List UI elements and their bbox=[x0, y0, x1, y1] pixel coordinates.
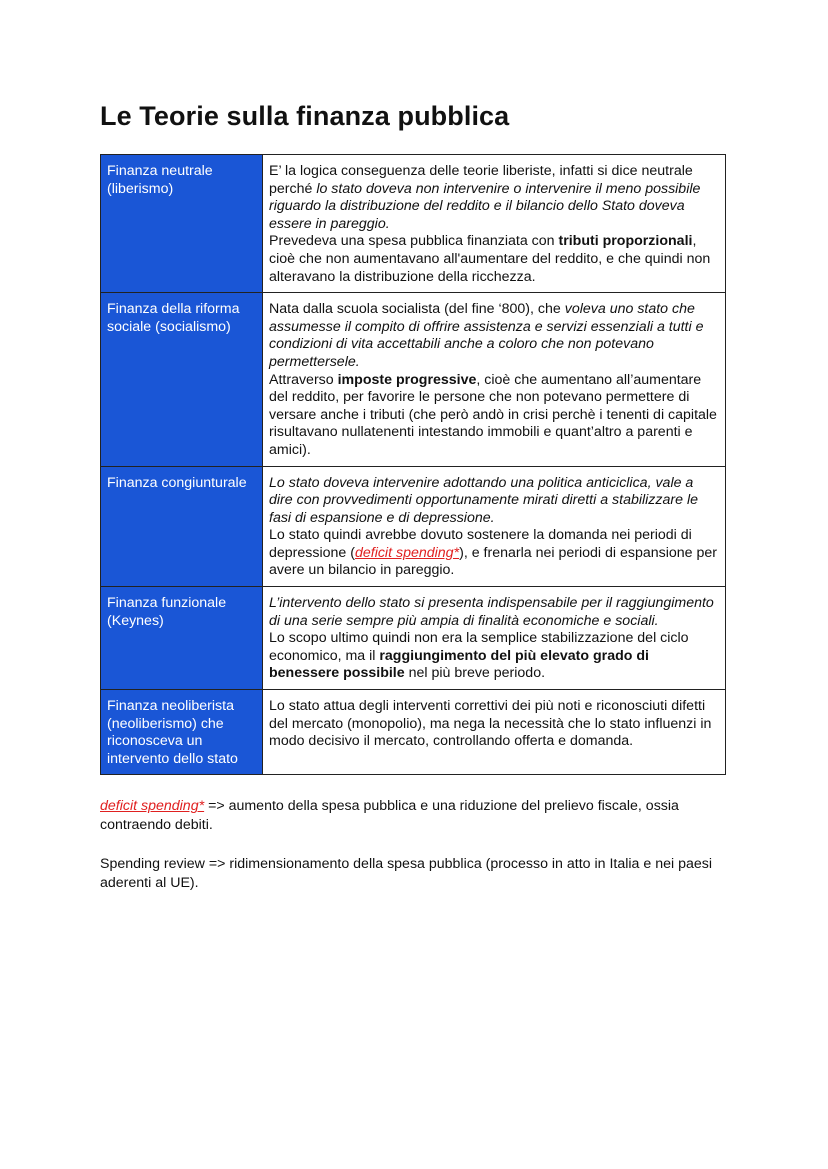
footnote-paragraph bbox=[100, 855, 726, 893]
footnote-text: Spending review => ridimensionamento della spesa pubblica (processo in atto in Italia e nei paesi aderenti al UE). bbox=[100, 856, 713, 892]
row-description bbox=[263, 587, 726, 690]
row-description bbox=[263, 466, 726, 587]
text-segment: Prevedeva una spesa pubblica finanziata con bbox=[269, 233, 559, 250]
row-label: Finanza neutrale (liberismo) bbox=[101, 155, 263, 293]
deficit-spending-link[interactable]: deficit spending* bbox=[100, 798, 205, 815]
row-label: Finanza neoliberista (neoliberismo) che riconosceva un intervento dello stato bbox=[101, 690, 263, 775]
bold-text: tributi proporzionali bbox=[558, 233, 693, 250]
theories-table-body bbox=[101, 155, 726, 775]
text-segment: Attraverso bbox=[269, 371, 338, 388]
text-segment: Nata dalla scuola socialista (del fine ‘800), che bbox=[269, 301, 565, 318]
table-row bbox=[101, 587, 726, 690]
row-description bbox=[263, 690, 726, 775]
table-row bbox=[101, 690, 726, 775]
row-label: Finanza congiunturale bbox=[101, 466, 263, 587]
table-row bbox=[101, 155, 726, 293]
footnotes bbox=[100, 797, 726, 893]
table-row bbox=[101, 293, 726, 466]
deficit-spending-link[interactable]: deficit spending* bbox=[354, 544, 460, 561]
bold-text: imposte progressive bbox=[337, 371, 477, 388]
row-description bbox=[263, 155, 726, 293]
table-row bbox=[101, 466, 726, 587]
text-segment: , cioè che aumentano all’aumentare del reddito, per favorire le persone che non potevano permettere di versare anche i tributi (che però andò in crisi perchè i tenenti di capitale risultavano nullatenenti intestando immobili e quant’altro a parenti e amici). bbox=[269, 371, 717, 458]
italic-text: voleva uno stato che assumesse il compito di offrire assistenza e servizi essenziali a tutti e condizioni di vita accettabili anche a coloro che non potevano permettersele. bbox=[269, 301, 704, 370]
row-description bbox=[263, 293, 726, 466]
bold-text: raggiungimento del più elevato grado di benessere possibile bbox=[269, 647, 649, 682]
row-label: Finanza della riforma sociale (socialismo) bbox=[101, 293, 263, 466]
text-segment: ), e frenarla nei periodi di espansione per avere un bilancio in pareggio. bbox=[269, 544, 717, 579]
text-segment: , cioè che non aumentavano all'aumentare del reddito, e che quindi non alteravano la distribuzione della ricchezza. bbox=[269, 233, 711, 285]
theories-table bbox=[100, 154, 726, 775]
text-segment: nel più breve periodo. bbox=[404, 665, 546, 682]
text-segment: Lo stato attua degli interventi correttivi dei più noti e riconosciuti difetti del mercato (monopolio), ma nega la necessità che lo stato influenzi in modo decisivo il mercato, controllando offerta e domanda. bbox=[269, 698, 712, 750]
text-segment: E’ la logica conseguenza delle teorie liberiste, infatti si dice neutrale perché bbox=[269, 163, 693, 197]
document-page bbox=[100, 98, 726, 913]
row-label: Finanza funzionale (Keynes) bbox=[101, 587, 263, 690]
text-segment: Lo scopo ultimo quindi non era la semplice stabilizzazione del ciclo economico, ma il bbox=[269, 630, 689, 664]
footnote-paragraph bbox=[100, 797, 726, 835]
italic-text: Lo stato doveva intervenire adottando una politica anticiclica, vale a dire con provvedimenti opportunamente mirati diretti a stabilizzare le fasi di espansione e di depressione. bbox=[269, 474, 698, 526]
footnote-text: => aumento della spesa pubblica e una riduzione del prelievo fiscale, ossia contraendo debiti. bbox=[100, 798, 679, 834]
italic-text: lo stato doveva non intervenire o intervenire il meno possibile riguardo la distribuzione del reddito e il bilancio dello Stato doveva essere in pareggio. bbox=[269, 180, 701, 232]
page-title: Le Teorie sulla finanza pubblica bbox=[100, 101, 510, 131]
italic-text: L’intervento dello stato si presenta indispensabile per il raggiungimento di una serie sempre più ampia di finalità economiche e sociali. bbox=[269, 595, 714, 629]
text-segment: Lo stato quindi avrebbe dovuto sostenere la domanda nei periodi di depressione ( bbox=[269, 527, 692, 561]
